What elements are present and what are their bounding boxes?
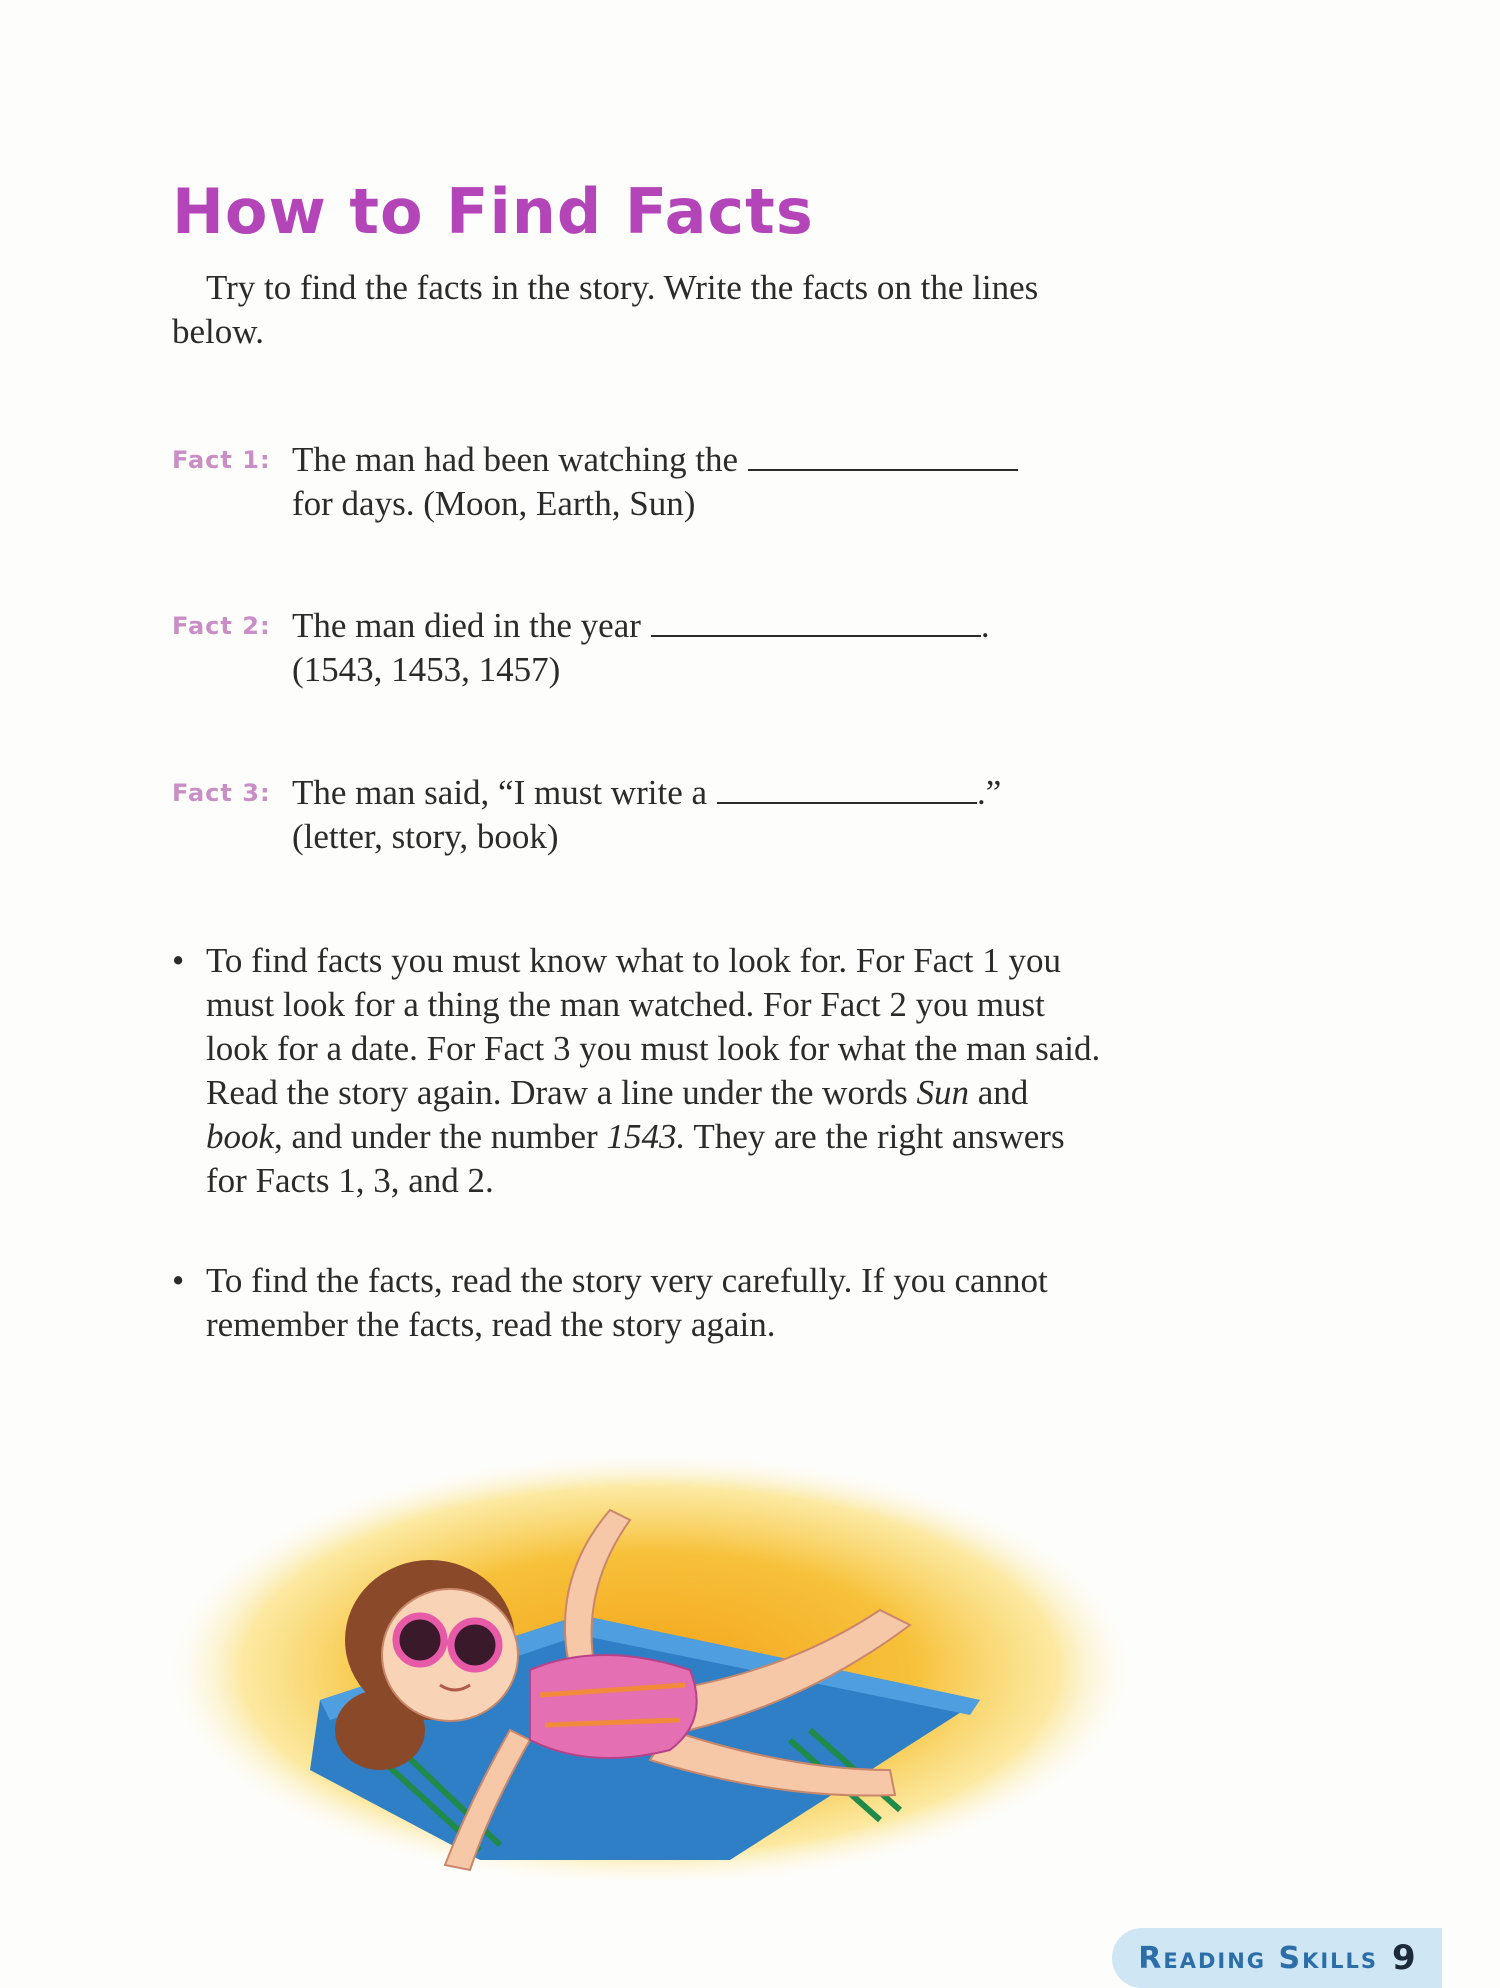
fact-label: Fact 1: (172, 446, 271, 474)
fact-text-before: The man died in the year (292, 606, 641, 645)
fact-text-after: (1543, 1453, 1457) (292, 650, 561, 689)
tip-text-part: They are the right answers for Facts 1, 3, and 2. (206, 1117, 1065, 1200)
fact-label: Fact 3: (172, 779, 271, 807)
girl-sunbathing-illustration (150, 1440, 1130, 1880)
tip-emphasis: Sun (916, 1073, 969, 1112)
fact-text-after: (letter, story, book) (292, 817, 559, 856)
tip-text (206, 939, 1106, 1203)
answer-blank[interactable] (651, 609, 981, 637)
tip-emphasis: book (206, 1117, 275, 1156)
bullet-dot: • (172, 1261, 185, 1300)
fact-label: Fact 2: (172, 612, 271, 640)
tip-text-part: To find facts you must know what to look for. For Fact 1 you must look for a thing the man watched. For Fact 2 you must look for a date. For Fact 3 you must look for what the man said. Read the story again. Draw a line under the words (206, 941, 1101, 1112)
intro-text: Try to find the facts in the story. Write the facts on the lines below. (172, 268, 1039, 351)
bullet-dot: • (172, 941, 185, 980)
fact-text (292, 771, 1172, 859)
footer-section-tab (1112, 1928, 1442, 1988)
fact-text-before: The man had been watching the (292, 440, 739, 479)
answer-blank[interactable] (717, 776, 977, 804)
tip-emphasis: 1543. (606, 1117, 686, 1156)
fact-end-punct: .” (977, 773, 1002, 812)
page-number: 9 (1392, 1938, 1416, 1978)
fact-text (292, 438, 1172, 526)
swimsuit (530, 1655, 697, 1758)
fact-text-before: The man said, “I must write a (292, 773, 708, 812)
tip-text-part: and (968, 1073, 1029, 1112)
tip-text-part: , and under the number (274, 1117, 607, 1156)
fact-end-punct: . (980, 606, 990, 645)
answer-blank[interactable] (748, 443, 1018, 471)
tip-text: To find the facts, read the story very carefully. If you cannot remember the facts, read the story again. (206, 1261, 1048, 1344)
fact-text-after: for days. (Moon, Earth, Sun) (292, 484, 696, 523)
fact-text (292, 604, 1172, 692)
page-title: How to Find Facts (172, 175, 814, 248)
footer-section-label: Reading Skills (1138, 1940, 1379, 1976)
